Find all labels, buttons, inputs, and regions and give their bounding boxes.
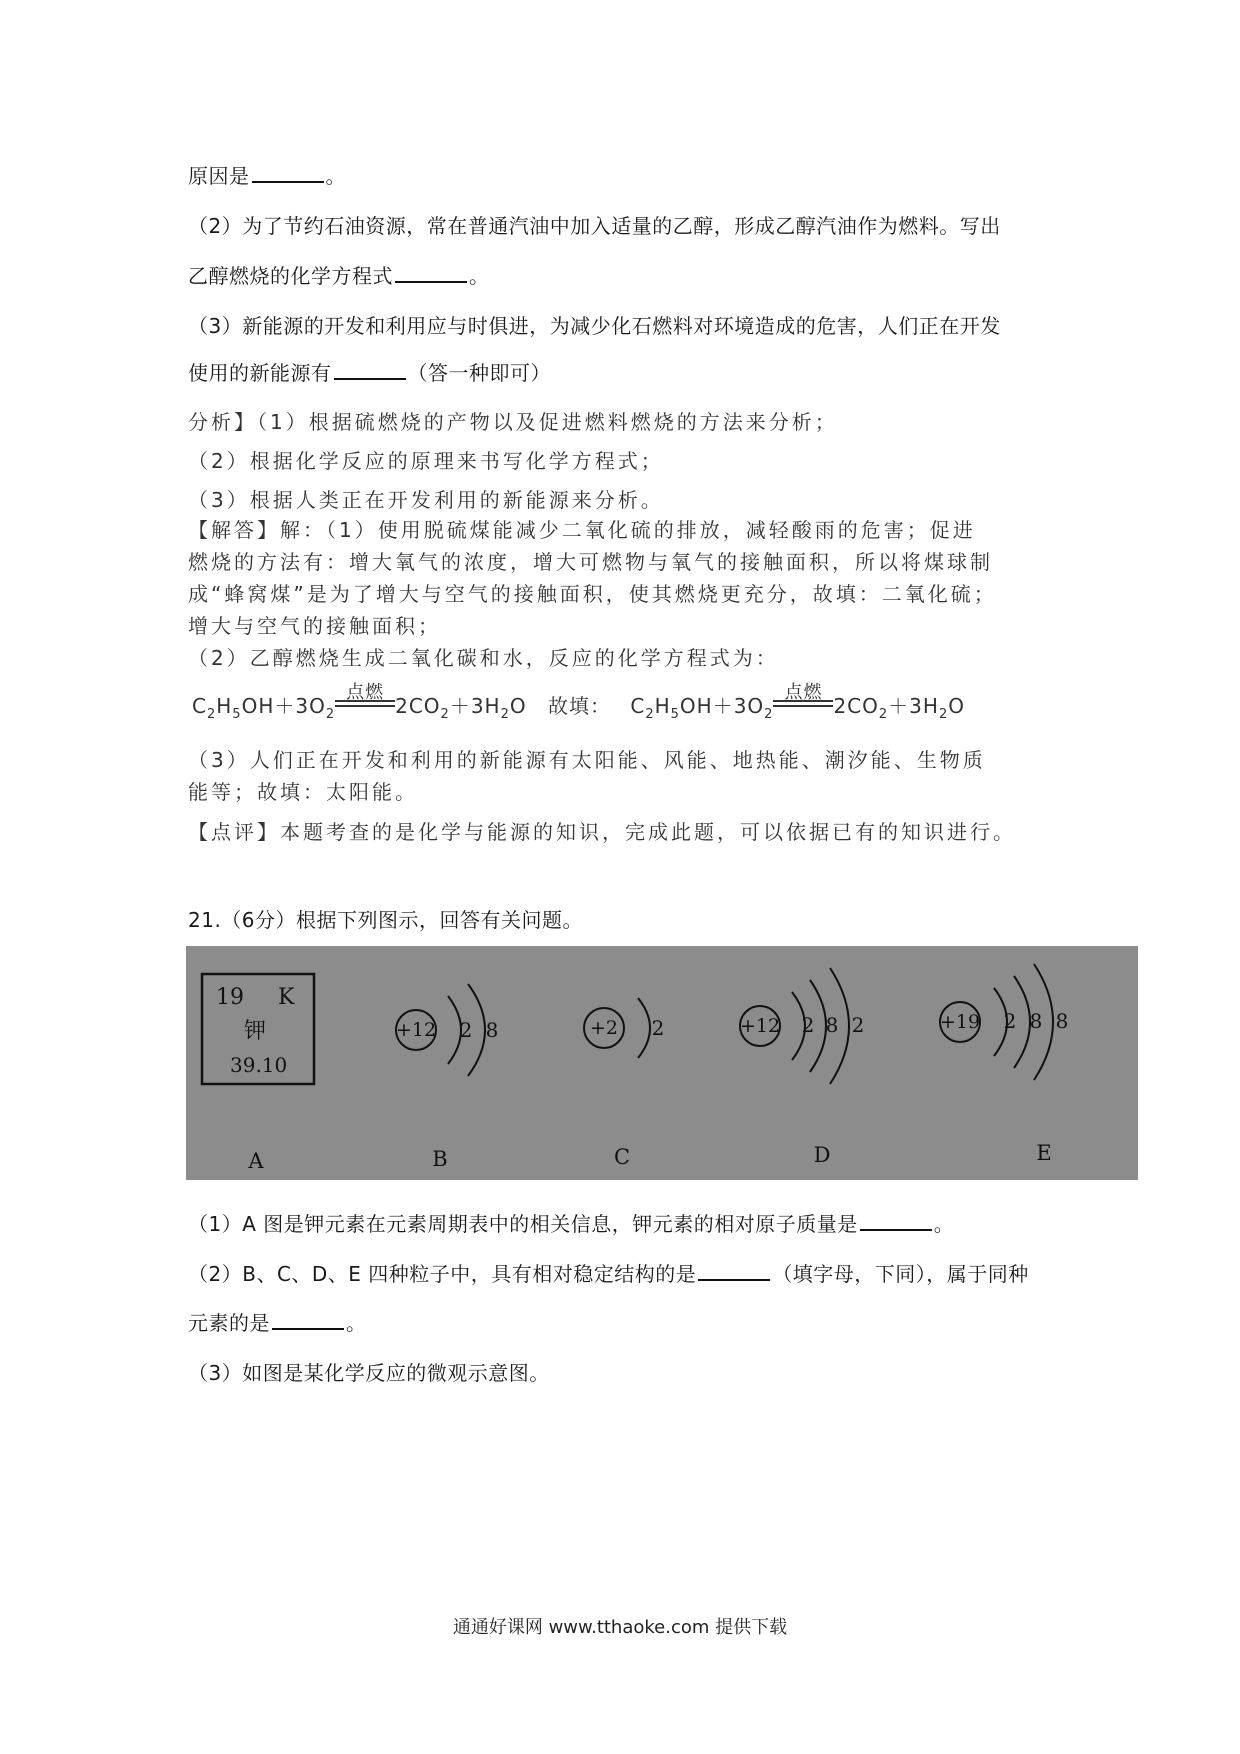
shell-electrons: 8 — [1055, 1009, 1069, 1033]
shell-electrons: 2 — [1003, 1009, 1017, 1033]
equation-fill-label: 故填： — [547, 694, 611, 718]
line-text: （3）新能源的开发和利用应与时俱进，为减少化石燃料对环境造成的危害，人们正在开发 — [188, 314, 1001, 338]
answer-blank[interactable] — [698, 1261, 770, 1281]
reaction-condition — [773, 682, 833, 713]
equation-reactants: $C_2H_5OH+3O_2$ — [192, 694, 336, 722]
shell-electrons: 8 — [825, 1013, 839, 1037]
line-text: （2）B、C、D、E 四种粒子中，具有相对稳定结构的是 — [188, 1262, 697, 1286]
line-text: 原因是 — [188, 164, 250, 188]
solution-line-2: 燃烧的方法有：增大氧气的浓度，增大可燃物与氧气的接触面积，所以将煤球制 — [188, 550, 993, 574]
analysis-line-2: （2）根据化学反应的原理来书写化学方程式； — [188, 449, 664, 473]
nucleus-charge: +12 — [395, 1019, 437, 1041]
element-number: 19 — [216, 985, 244, 1010]
element-mass: 39.10 — [230, 1053, 288, 1077]
equation-reactants: $C_2H_5OH+3O_2$ — [630, 694, 774, 722]
atom-diagram-d — [740, 968, 864, 1084]
shell-electrons: 2 — [651, 1016, 665, 1040]
nucleus-charge: +2 — [589, 1017, 619, 1039]
condition-text: 点燃 — [346, 682, 385, 703]
answer-blank[interactable] — [252, 163, 324, 183]
atom-diagram-b — [396, 984, 498, 1076]
question-21-part-2-cont — [188, 1307, 367, 1336]
solution-line-4: 增大与空气的接触面积； — [188, 614, 441, 638]
question-21-title: 21.（6分）根据下列图示，回答有关问题。 — [188, 908, 584, 932]
line-end: 。 — [325, 164, 346, 188]
shell-electrons: 2 — [801, 1013, 815, 1037]
line-end: 。 — [469, 264, 490, 288]
condition-text: 点燃 — [784, 682, 823, 703]
figure-label-b: B — [432, 1147, 448, 1171]
solution-line-1: 【解答】解：（1）使用脱硫煤能减少二氧化硫的排放，减轻酸雨的危害；促进 — [188, 518, 976, 542]
question-part-3-cont — [188, 357, 551, 386]
atom-diagram-c — [584, 998, 664, 1058]
solution-line-3: 成“蜂窝煤”是为了增大与空气的接触面积，使其燃烧更充分，故填：二氧化硫； — [188, 582, 997, 606]
question-21-part-3: （3）如图是某化学反应的微观示意图。 — [188, 1361, 550, 1385]
nucleus-charge: +12 — [739, 1015, 781, 1037]
answer-blank[interactable] — [395, 263, 467, 283]
figure-svg — [186, 946, 1138, 1180]
line-reason — [188, 160, 346, 189]
line-end: （填字母，下同），属于同种 — [772, 1262, 1029, 1286]
solution-line-7: 能等；故填：太阳能。 — [188, 780, 418, 804]
line-text: 使用的新能源有 — [188, 361, 332, 385]
figure-label-c: C — [613, 1145, 631, 1169]
element-card-a — [202, 974, 314, 1084]
analysis-line-3: （3）根据人类正在开发利用的新能源来分析。 — [188, 488, 664, 512]
question-21-part-1 — [188, 1208, 954, 1237]
electron-shell — [1014, 976, 1030, 1068]
line-end: （答一种即可） — [407, 361, 551, 385]
solution-line-5: （2）乙醇燃烧生成二氧化碳和水，反应的化学方程式为： — [188, 646, 779, 670]
question-part-2-cont — [188, 260, 490, 289]
line-text: 元素的是 — [188, 1311, 270, 1335]
shell-electrons: 2 — [851, 1013, 865, 1037]
figure-label-a: A — [248, 1149, 264, 1173]
line-end: 。 — [346, 1311, 367, 1335]
answer-blank[interactable] — [272, 1310, 344, 1330]
line-text: （1）A 图是钾元素在元素周期表中的相关信息，钾元素的相对原子质量是 — [188, 1212, 858, 1236]
reaction-condition — [335, 682, 395, 713]
electron-shell — [638, 998, 650, 1058]
footer-source: 通通好课网 www.tthaoke.com 提供下载 — [452, 1617, 788, 1638]
equation-products: $2CO_2+3H_2O$ — [833, 694, 965, 722]
solution-line-6: （3）人们正在开发和利用的新能源有太阳能、风能、地热能、潮汐能、生物质 — [188, 748, 986, 772]
nucleus-charge: +19 — [939, 1011, 981, 1033]
figure-label-e: E — [1036, 1141, 1052, 1165]
element-symbol: K — [278, 985, 295, 1010]
line-text: 乙醇燃烧的化学方程式 — [188, 264, 393, 288]
figure-label-d: D — [813, 1143, 831, 1167]
shell-electrons: 2 — [459, 1018, 473, 1042]
question-part-2 — [188, 210, 1001, 239]
shell-electrons: 8 — [485, 1018, 499, 1042]
element-name: 钾 — [244, 1019, 267, 1044]
shell-electrons: 8 — [1029, 1009, 1043, 1033]
atom-diagram-e — [940, 964, 1068, 1080]
review-line: 【点评】本题考查的是化学与能源的知识，完成此题，可以依据已有的知识进行。 — [188, 820, 1016, 844]
atomic-structure-figure — [186, 946, 1138, 1180]
line-end: 。 — [933, 1212, 955, 1236]
question-21-part-2 — [188, 1258, 1029, 1287]
answer-blank[interactable] — [860, 1211, 932, 1231]
answer-blank[interactable] — [334, 360, 406, 380]
chemical-equation-line — [192, 682, 965, 722]
equation-products: $2CO_2+3H_2O$ — [395, 694, 527, 722]
line-text: （2）为了节约石油资源，常在普通汽油中加入适量的乙醇，形成乙醇汽油作为燃料。写出 — [188, 214, 1001, 238]
question-part-3 — [188, 310, 1001, 339]
analysis-line-1: 分析】（1）根据硫燃烧的产物以及促进燃料燃烧的方法来分析； — [188, 410, 838, 434]
